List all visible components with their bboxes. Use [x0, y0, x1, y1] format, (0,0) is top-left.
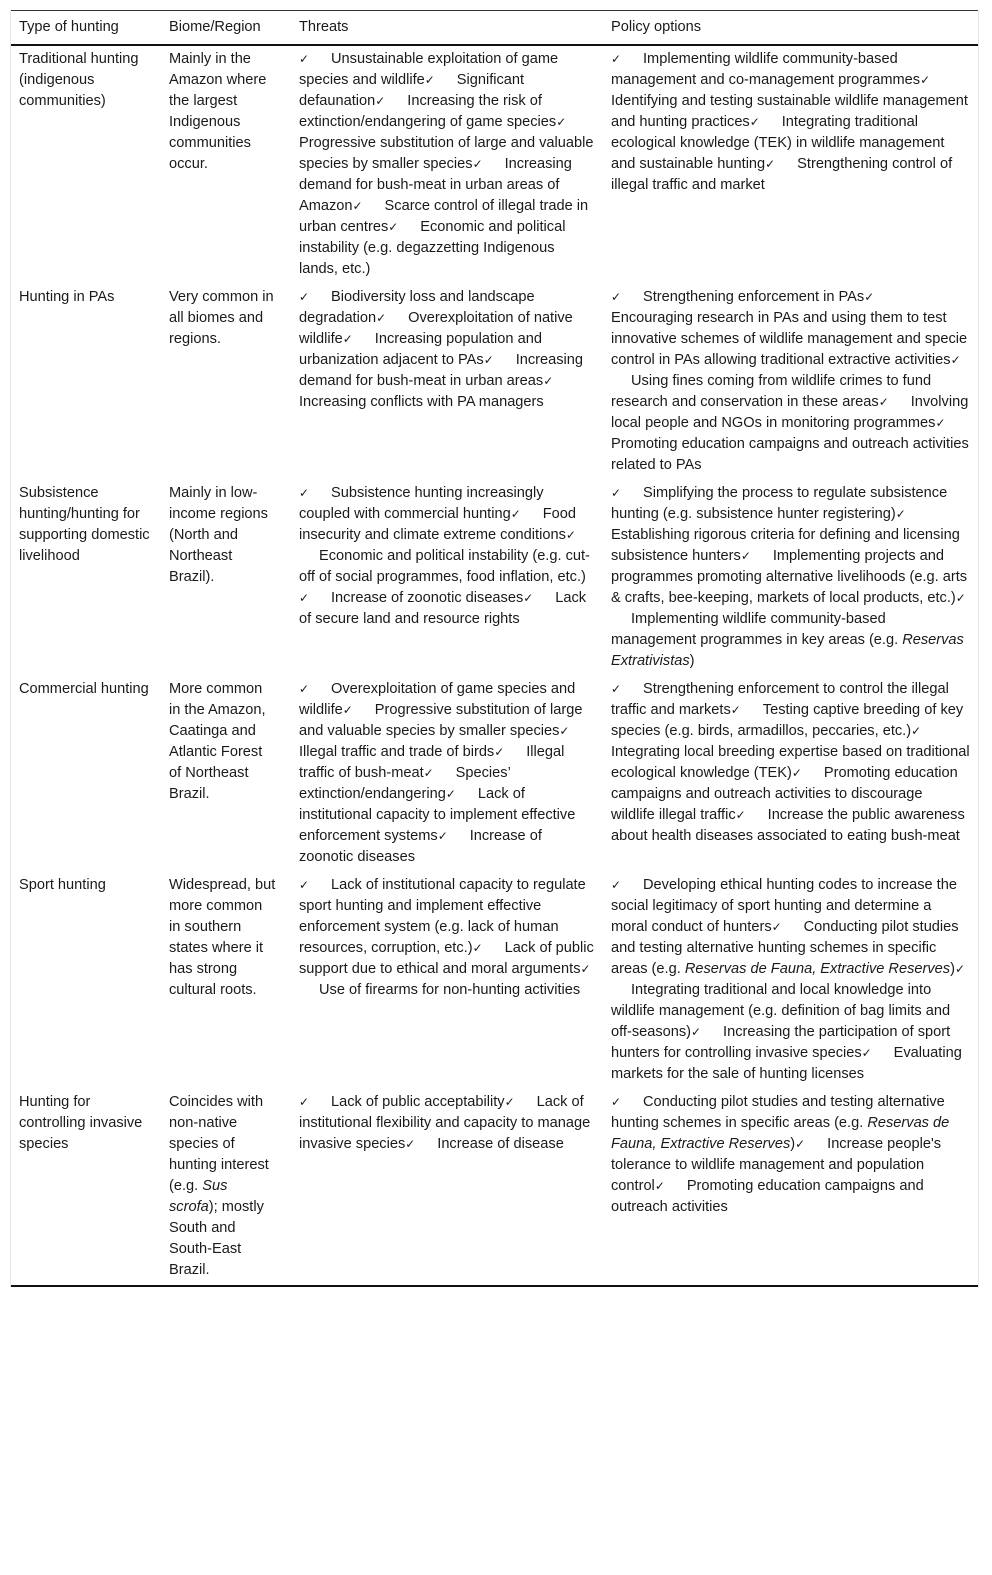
checkmark-icon: ✓ — [580, 962, 591, 976]
policy-text: Implementing wildlife community-based management programmes in key areas (e.g. Reservas Extrativistas) — [611, 611, 964, 669]
header-biome-region: Biome/Region — [169, 19, 261, 35]
cell-biome-region: More common in the Amazon, Caatinga and Atlantic Forest of Northeast Brazil. — [169, 681, 266, 802]
threat-text: Lack of institutional flexibility and capacity to manage invasive species — [299, 1094, 591, 1152]
checkmark-icon: ✓ — [299, 52, 310, 66]
threat-text: Increasing conflicts with PA managers — [299, 394, 544, 410]
checkmark-icon: ✓ — [504, 1095, 515, 1109]
policy-text: Promoting education campaigns and outreach activities — [611, 1178, 924, 1215]
threat-text: Scarce control of illegal trade in urban centres — [299, 198, 589, 235]
policy-text: Strengthening control of illegal traffic and market — [611, 156, 953, 193]
threat-text: Progressive substitution of large and valuable species by smaller species — [299, 702, 583, 739]
italic-term: Reservas Extrativistas — [611, 632, 964, 669]
policy-text: Strengthening enforcement to control the illegal traffic and markets — [611, 681, 949, 718]
checkmark-icon: ✓ — [864, 290, 875, 304]
header-threats: Threats — [299, 19, 349, 35]
policy-text: Promoting education campaigns and outreach activities to discourage wildlife illegal traffic — [611, 765, 958, 823]
checkmark-icon: ✓ — [735, 808, 746, 822]
checkmark-icon: ✓ — [730, 703, 741, 717]
threat-text: Increasing demand for bush-meat in urban areas of Amazon — [299, 156, 572, 214]
checkmark-icon: ✓ — [510, 507, 521, 521]
policy-text: Using fines coming from wildlife crimes to fund research and conservation in these areas — [611, 373, 932, 410]
policy-text: Integrating traditional ecological knowledge (TEK) in wildlife management and sustainable hunting — [611, 114, 945, 172]
threat-text: Progressive substitution of large and valuable species by smaller species — [299, 135, 594, 172]
threat-text: Increase of zoonotic diseases — [299, 828, 542, 865]
threat-item — [405, 1136, 564, 1152]
cell-threats — [291, 1089, 603, 1286]
checkmark-icon: ✓ — [299, 591, 310, 605]
checkmark-icon: ✓ — [771, 920, 782, 934]
policy-item — [611, 289, 864, 305]
policy-text: Developing ethical hunting codes to increase the social legitimacy of sport hunting and determine a moral conduct of hunters — [611, 877, 957, 935]
cell-type-of-hunting: Traditional hunting (indigenous communities) — [19, 51, 139, 109]
cell-type-of-hunting: Sport hunting — [19, 877, 106, 893]
threat-text: Illegal traffic of bush-meat — [299, 744, 565, 781]
checkmark-icon: ✓ — [299, 682, 310, 696]
threat-text: Species’ extinction/endangering — [299, 765, 511, 802]
threat-text: Subsistence hunting increasingly coupled with commercial hunting — [299, 485, 544, 522]
threat-text: Lack of public support due to ethical and moral arguments — [299, 940, 594, 977]
policy-text: Increase people's tolerance to wildlife management and population control — [611, 1136, 942, 1194]
checkmark-icon: ✓ — [299, 1095, 310, 1109]
policy-text: Implementing projects and programmes promoting alternative livelihoods (e.g. arts & crafts, bee-keeping, markets of local products, etc.) — [611, 548, 968, 606]
threat-text: Increasing the risk of extinction/endangering of game species — [299, 93, 557, 130]
checkmark-icon: ✓ — [611, 878, 622, 892]
policy-text: Increasing the participation of sport hunters for controlling invasive species — [611, 1024, 951, 1061]
threat-text: Lack of secure land and resource rights — [299, 590, 587, 627]
cell-type-of-hunting: Hunting in PAs — [19, 289, 115, 305]
cell-policy-options — [603, 872, 978, 1089]
threat-text: Economic and political instability (e.g. degazzetting Indigenous lands, etc.) — [299, 219, 566, 277]
checkmark-icon: ✓ — [342, 703, 353, 717]
cell-biome-region: Mainly in the Amazon where the largest Indigenous communities occur. — [169, 51, 267, 172]
cell-threats — [291, 284, 603, 480]
policy-text: Conducting pilot studies and testing alternative hunting schemes in specific areas (e.g. Reservas de Fauna, Extractive Reserves) — [611, 919, 959, 977]
checkmark-icon: ✓ — [472, 157, 483, 171]
checkmark-icon: ✓ — [556, 115, 567, 129]
checkmark-icon: ✓ — [342, 332, 353, 346]
checkmark-icon: ✓ — [376, 311, 387, 325]
checkmark-icon: ✓ — [543, 374, 554, 388]
threat-text: Lack of institutional capacity to regulate sport hunting and implement effective enforcement system (e.g. lack of human resources, corruption, etc.) — [299, 877, 586, 956]
checkmark-icon: ✓ — [954, 962, 965, 976]
checkmark-icon: ✓ — [494, 745, 505, 759]
table-row — [11, 1089, 978, 1286]
cell-type-of-hunting: Commercial hunting — [19, 681, 149, 697]
cell-type-of-hunting: Hunting for controlling invasive species — [19, 1094, 143, 1152]
table-row — [11, 284, 978, 480]
policy-text: Integrating local breeding expertise based on traditional ecological knowledge (TEK) — [611, 744, 970, 781]
threat-text: Increase of disease — [437, 1136, 564, 1152]
checkmark-icon: ✓ — [950, 353, 961, 367]
checkmark-icon: ✓ — [437, 829, 448, 843]
checkmark-icon: ✓ — [423, 766, 434, 780]
checkmark-icon: ✓ — [611, 52, 622, 66]
threat-item — [299, 1094, 505, 1110]
checkmark-icon: ✓ — [352, 199, 363, 213]
table-row — [11, 480, 978, 676]
policy-text: Establishing rigorous criteria for defining and licensing subsistence hunters — [611, 527, 960, 564]
cell-threats — [291, 45, 603, 284]
threat-text: Use of firearms for non-hunting activities — [319, 982, 581, 998]
cell-policy-options — [603, 284, 978, 480]
threat-text: Overexploitation of game species and wildlife — [299, 681, 576, 718]
threat-text: Economic and political instability (e.g. cut-off of social programmes, food inflation, etc.) — [299, 548, 590, 585]
cell-biome-region: Widespread, but more common in southern states where it has strong cultural roots. — [169, 877, 276, 998]
table-header-row — [11, 11, 978, 46]
checkmark-icon: ✓ — [791, 766, 802, 780]
checkmark-icon: ✓ — [299, 290, 310, 304]
table-row — [11, 45, 978, 284]
italic-term: Sus scrofa — [169, 1178, 228, 1215]
policy-text: Encouraging research in PAs and using them to test innovative schemes of wildlife management and specie control in PAs allowing traditional extractive activities — [611, 310, 968, 368]
checkmark-icon: ✓ — [611, 486, 622, 500]
threat-text: Increase of zoonotic diseases — [331, 590, 524, 606]
checkmark-icon: ✓ — [861, 1046, 872, 1060]
cell-biome-region: Mainly in low-income regions (North and Northeast Brazil). — [169, 485, 268, 585]
policy-text: Conducting pilot studies and testing alternative hunting schemes in specific areas (e.g. Reservas de Fauna, Extractive Reserves) — [611, 1094, 950, 1152]
policy-item — [611, 1178, 924, 1215]
checkmark-icon: ✓ — [935, 416, 946, 430]
threat-text: Unsustainable exploitation of game species and wildlife — [299, 51, 559, 88]
threat-text: Increasing demand for bush-meat in urban areas — [299, 352, 584, 389]
checkmark-icon: ✓ — [911, 724, 922, 738]
checkmark-icon: ✓ — [749, 115, 760, 129]
header-policy-options: Policy options — [611, 19, 702, 35]
checkmark-icon: ✓ — [920, 73, 931, 87]
italic-term: Reservas de Fauna, Extractive Reserves — [611, 1115, 950, 1152]
threat-text: Illegal traffic and trade of birds — [299, 744, 495, 760]
checkmark-icon: ✓ — [654, 1179, 665, 1193]
threat-item — [299, 485, 544, 522]
italic-term: Reservas de Fauna, Extractive Reserves — [684, 961, 951, 977]
hunting-policy-table — [11, 10, 978, 1287]
cell-policy-options — [603, 480, 978, 676]
checkmark-icon: ✓ — [691, 1025, 702, 1039]
threat-text: Lack of institutional capacity to implement effective enforcement systems — [299, 786, 576, 844]
header-type-of-hunting: Type of hunting — [19, 19, 119, 35]
cell-policy-options — [603, 1089, 978, 1286]
policy-text: Promoting education campaigns and outreach activities related to PAs — [611, 436, 969, 473]
hunting-policy-table-container — [10, 10, 979, 1287]
cell-threats — [291, 480, 603, 676]
cell-type-of-hunting: Subsistence hunting/hunting for supporting domestic livelihood — [19, 485, 150, 564]
threat-text: Increasing population and urbanization adjacent to PAs — [299, 331, 542, 368]
checkmark-icon: ✓ — [795, 1137, 806, 1151]
checkmark-icon: ✓ — [445, 787, 456, 801]
checkmark-icon: ✓ — [375, 94, 386, 108]
policy-text: Testing captive breeding of key species (e.g. birds, armadillos, peccaries, etc.) — [611, 702, 964, 739]
policy-text: Strengthening enforcement in PAs — [643, 289, 865, 305]
checkmark-icon: ✓ — [740, 549, 751, 563]
policy-text: Evaluating markets for the sale of hunting licenses — [611, 1045, 962, 1082]
checkmark-icon: ✓ — [611, 682, 622, 696]
checkmark-icon: ✓ — [523, 591, 534, 605]
cell-biome-region: Coincides with non-native species of hunting interest (e.g. Sus scrofa); mostly South and South-East Brazil. — [169, 1094, 269, 1278]
checkmark-icon: ✓ — [483, 353, 494, 367]
cell-policy-options — [603, 676, 978, 872]
policy-text: Integrating traditional and local knowledge into wildlife management (e.g. definition of bag limits and off-seasons) — [611, 982, 951, 1040]
threat-text: Food insecurity and climate extreme conditions — [299, 506, 576, 543]
threat-text: Overexploitation of native wildlife — [299, 310, 573, 347]
cell-threats — [291, 676, 603, 872]
table-row — [11, 872, 978, 1089]
policy-text: Simplifying the process to regulate subsistence hunting (e.g. subsistence hunter registering) — [611, 485, 948, 522]
policy-text: Implementing wildlife community-based management and co-management programmes — [611, 51, 921, 88]
table-row — [11, 676, 978, 872]
threat-text: Biodiversity loss and landscape degradation — [299, 289, 535, 326]
threat-item — [299, 590, 523, 606]
checkmark-icon: ✓ — [765, 157, 776, 171]
checkmark-icon: ✓ — [405, 1137, 416, 1151]
checkmark-icon: ✓ — [611, 290, 622, 304]
checkmark-icon: ✓ — [895, 507, 906, 521]
checkmark-icon: ✓ — [299, 878, 310, 892]
checkmark-icon: ✓ — [955, 591, 966, 605]
checkmark-icon: ✓ — [565, 528, 576, 542]
threat-text: Significant defaunation — [299, 72, 525, 109]
policy-text: Increase the public awareness about health diseases associated to eating bush-meat — [611, 807, 965, 844]
threat-text: Lack of public acceptability — [331, 1094, 505, 1110]
checkmark-icon: ✓ — [388, 220, 399, 234]
checkmark-icon: ✓ — [878, 395, 889, 409]
policy-item — [611, 51, 920, 88]
cell-policy-options — [603, 45, 978, 284]
policy-text: Involving local people and NGOs in monitoring programmes — [611, 394, 969, 431]
cell-biome-region: Very common in all biomes and regions. — [169, 289, 274, 347]
checkmark-icon: ✓ — [472, 941, 483, 955]
checkmark-icon: ✓ — [424, 73, 435, 87]
checkmark-icon: ✓ — [559, 724, 570, 738]
checkmark-icon: ✓ — [611, 1095, 622, 1109]
cell-threats — [291, 872, 603, 1089]
policy-text: Identifying and testing sustainable wildlife management and hunting practices — [611, 93, 968, 130]
checkmark-icon: ✓ — [299, 486, 310, 500]
